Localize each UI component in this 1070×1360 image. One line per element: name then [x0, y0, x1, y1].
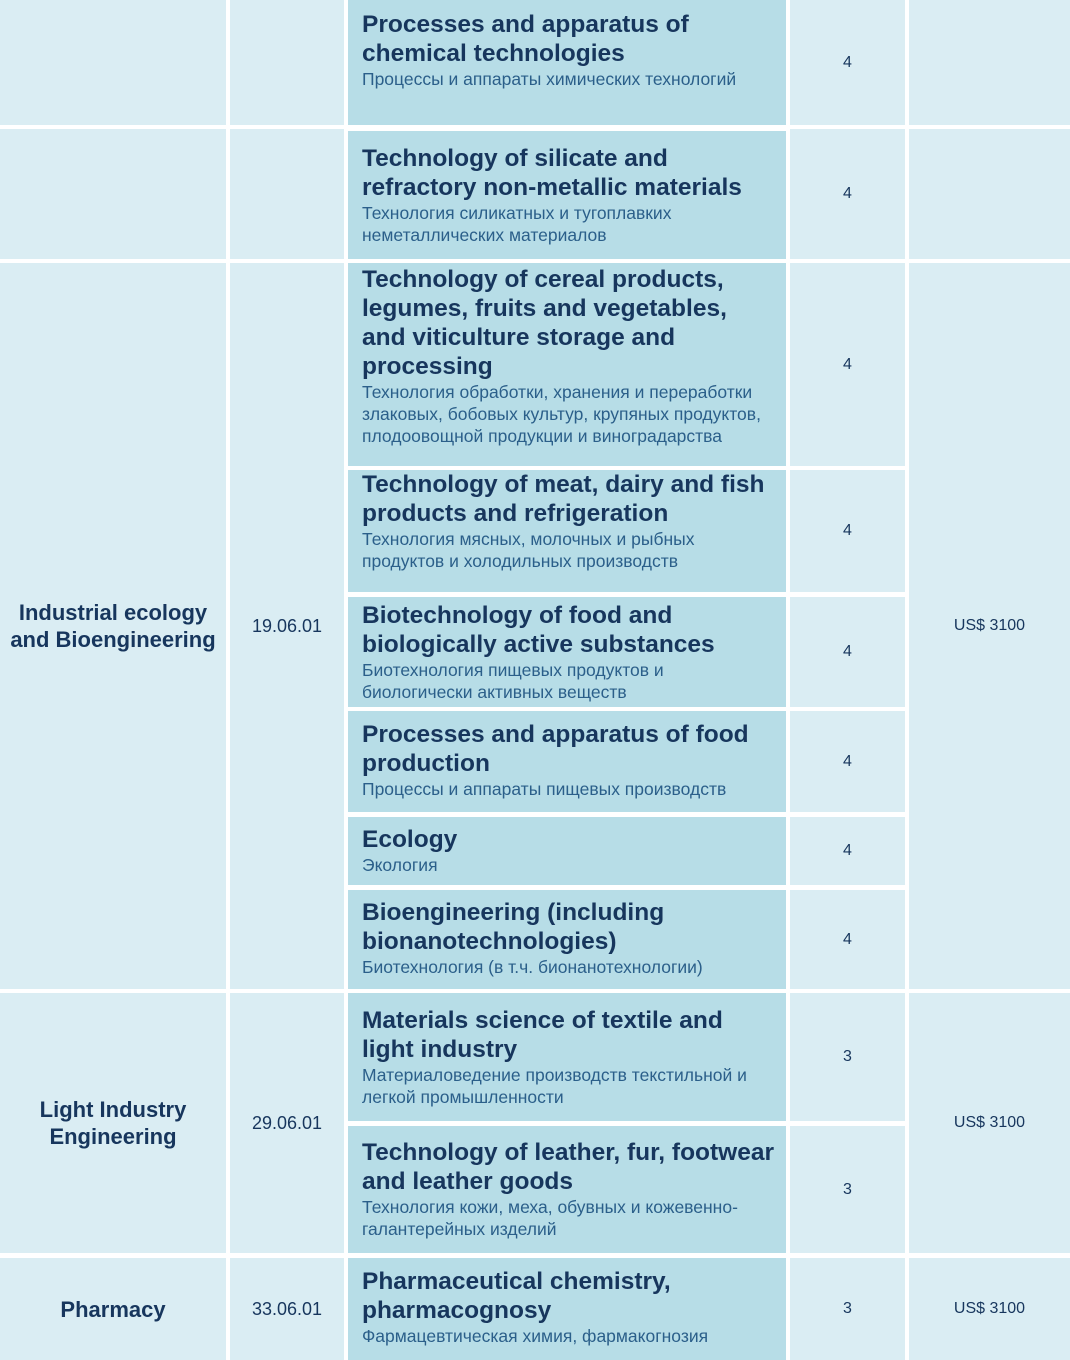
- program-name-en: Bioengineering (including bionanotechnologies): [362, 899, 665, 955]
- years-cell: 4: [790, 129, 905, 259]
- program-name-ru: Экология: [362, 855, 438, 875]
- years-cell: 4: [790, 711, 905, 812]
- faculty-cell: Pharmacy: [0, 1258, 226, 1360]
- program-cell: [348, 470, 786, 592]
- program-cell: [348, 1258, 786, 1360]
- program-cell: [348, 0, 786, 125]
- price-cell: [909, 129, 1070, 259]
- program-name-en: Technology of silicate and refractory non-metallic materials: [362, 145, 742, 201]
- years-cell: 4: [790, 597, 905, 707]
- price-cell: US$ 3100: [909, 993, 1070, 1253]
- years-cell: 3: [790, 1258, 905, 1360]
- years-cell: 4: [790, 890, 905, 989]
- program-cell: [348, 817, 786, 885]
- program-name-en: Technology of meat, dairy and fish products and refrigeration: [362, 471, 765, 527]
- code-cell: [230, 129, 344, 259]
- faculty-cell: [0, 129, 226, 259]
- program-name-ru: Технология силикатных и тугоплавких неметаллических материалов: [362, 203, 672, 245]
- program-name-ru: Фармацевтическая химия, фармакогнозия: [362, 1326, 709, 1346]
- years-cell: 4: [790, 470, 905, 592]
- years-cell: 3: [790, 993, 905, 1121]
- price-cell: US$ 3100: [909, 1258, 1070, 1360]
- code-cell: 19.06.01: [230, 263, 344, 989]
- years-cell: 4: [790, 0, 905, 125]
- program-name-ru: Биотехнология пищевых продуктов и биологически активных веществ: [362, 660, 664, 702]
- program-name-en: Ecology: [362, 826, 458, 853]
- program-cell: [348, 711, 786, 812]
- faculty-cell: Light Industry Engineering: [0, 993, 226, 1253]
- price-cell: [909, 0, 1070, 125]
- code-cell: [230, 0, 344, 125]
- program-cell: [348, 263, 786, 466]
- program-cell: [348, 890, 786, 989]
- program-name-ru: Процессы и аппараты химических технологий: [362, 69, 737, 89]
- program-name-ru: Технология обработки, хранения и переработки злаковых, бобовых культур, крупяных продуктов, плодоовощной продукции и виноградарства: [362, 382, 761, 446]
- faculty-cell: Industrial ecology and Bioengineering: [0, 263, 226, 989]
- program-cell: [348, 131, 786, 259]
- program-name-ru: Материаловедение производств текстильной и легкой промышленности: [362, 1065, 747, 1107]
- program-cell: [348, 993, 786, 1121]
- program-cell: [348, 597, 786, 707]
- price-cell: US$ 3100: [909, 263, 1070, 989]
- program-name-ru: Процессы и аппараты пищевых производств: [362, 779, 727, 799]
- program-name-en: Technology of cereal products, legumes, fruits and vegetables, and viticulture storage and processing: [362, 266, 727, 380]
- program-name-ru: Технология кожи, меха, обувных и кожевенно-галантерейных изделий: [362, 1197, 738, 1239]
- program-name-en: Materials science of textile and light industry: [362, 1007, 723, 1063]
- program-name-ru: Биотехнология (в т.ч. бионанотехнологии): [362, 957, 703, 977]
- program-name-en: Processes and apparatus of chemical technologies: [362, 11, 689, 67]
- years-cell: 3: [790, 1126, 905, 1253]
- years-cell: 4: [790, 263, 905, 466]
- program-name-en: Technology of leather, fur, footwear and leather goods: [362, 1139, 775, 1195]
- code-cell: 33.06.01: [230, 1258, 344, 1360]
- years-cell: 4: [790, 817, 905, 885]
- program-name-en: Biotechnology of food and biologically active substances: [362, 602, 715, 658]
- program-name-en: Pharmaceutical chemistry, pharmacognosy: [362, 1268, 671, 1324]
- program-name-ru: Технология мясных, молочных и рыбных продуктов и холодильных производств: [362, 529, 695, 571]
- faculty-cell: [0, 0, 226, 125]
- program-name-en: Processes and apparatus of food production: [362, 721, 749, 777]
- program-cell: [348, 1126, 786, 1253]
- code-cell: 29.06.01: [230, 993, 344, 1253]
